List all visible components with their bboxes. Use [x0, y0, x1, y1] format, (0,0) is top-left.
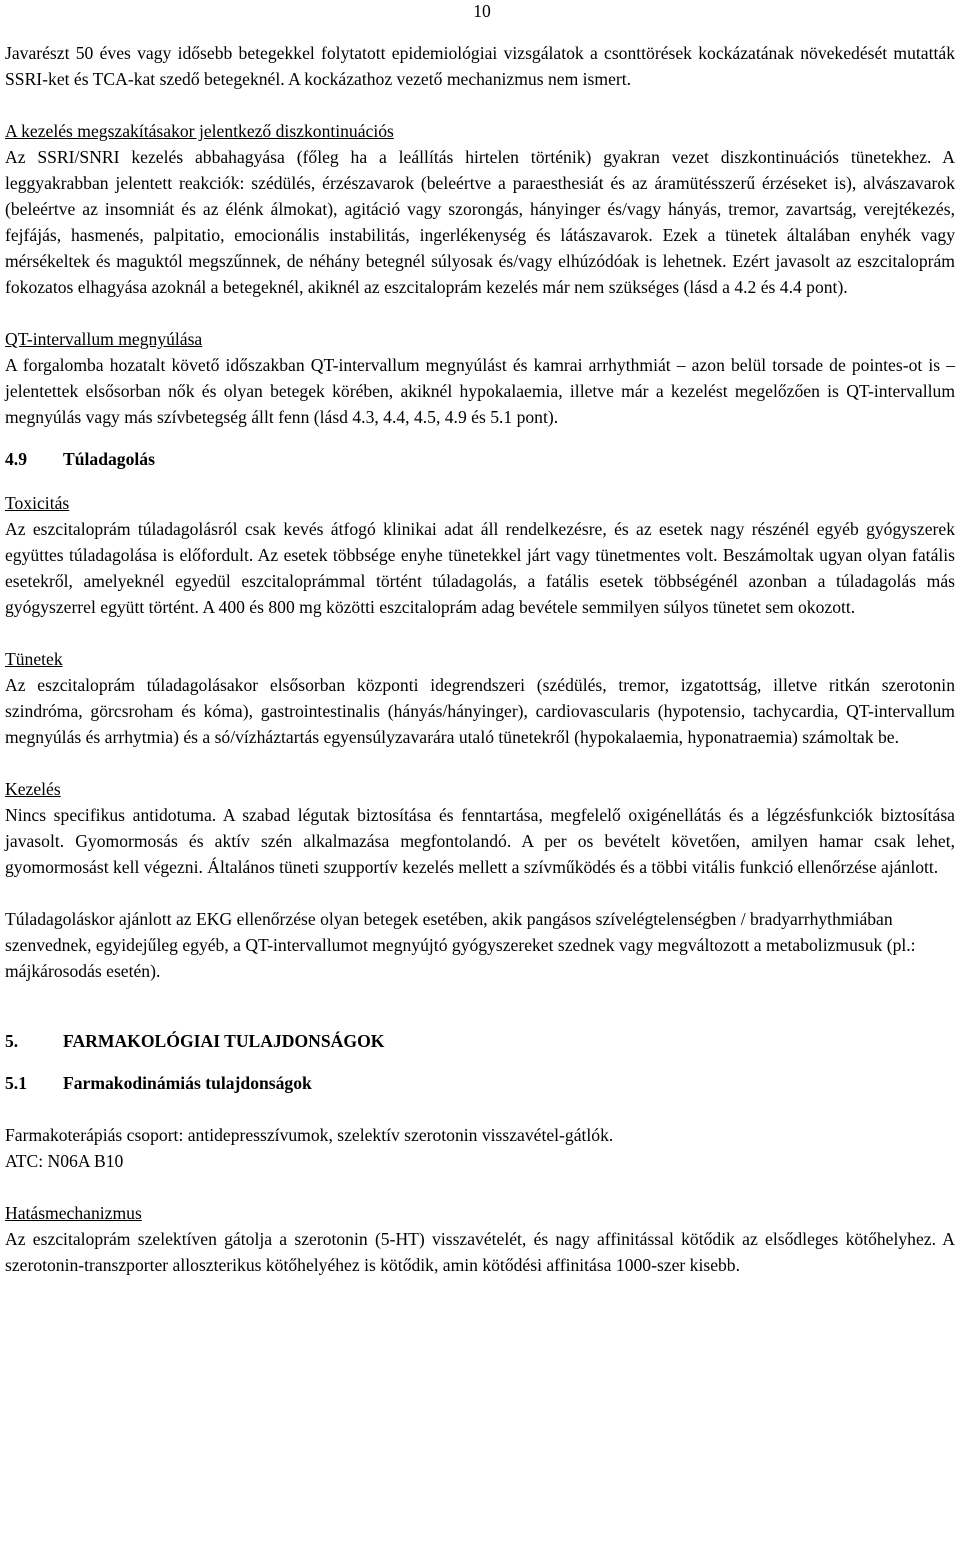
section-title: Farmakodinámiás tulajdonságok: [63, 1073, 312, 1093]
page-number: 10: [473, 1, 491, 21]
spacer: [5, 620, 955, 646]
toxicity-paragraph: Az eszcitaloprám túladagolásról csak kevés átfogó klinikai adat áll rendelkezésre, és az esetek nagy részénél egyéb gyógyszerek együttes túladagolása is előfordult. Az esetek többsége enyhe tünetekkel járt vagy tünetmentes volt. Beszámoltak ugyan olyan fatális esetekről, amelyeknél egyedül eszcitaloprámmal történt túladagolás, a fatális esetek többségénél azonban a túladagolás más gyógyszerrel együtt történt. A 400 és 800 mg közötti eszcitaloprám adag bevétele semmilyen súlyos tünetet sem okozott.: [5, 519, 955, 617]
section-number: 5.1: [5, 1073, 27, 1093]
ekg-paragraph: Túladagoláskor ajánlott az EKG ellenőrzése olyan betegek esetében, akik pangásos szívelégtelenségben / bradyarrhythmiában szenvednek, egyidejűleg egyéb, a QT-intervallumot megnyújtó gyógyszereket szednek vagy megváltozott a metabolizmusuk (pl.: májkárosodás esetén).: [5, 909, 916, 981]
spacer: [5, 750, 955, 776]
qt-heading: QT-intervallum megnyúlása: [5, 329, 203, 349]
spacer: [5, 92, 955, 118]
document-body: [5, 40, 955, 1278]
toxicity-heading: Toxicitás: [5, 493, 70, 513]
section-title: Túladagolás: [63, 449, 155, 469]
section-5-1-heading: [5, 1070, 955, 1096]
mechanism-paragraph: Az eszcitaloprám szelektíven gátolja a szerotonin (5-HT) visszavételét, és nagy affinitással kötődik az elsődleges kötőhelyhez. A szerotonin-transzporter alloszterikus kötőhelyéhez is kötődik, amin kötődési affinitása 1000-szer kisebb.: [5, 1229, 955, 1275]
spacer: [5, 880, 955, 906]
discontinuation-heading: A kezelés megszakításakor jelentkező diszkontinuációs: [5, 121, 394, 141]
discontinuation-paragraph: Az SSRI/SNRI kezelés abbahagyása (főleg ha a leállítás hirtelen történik) gyakran vezet diszkontinuációs tünetekhez. A leggyakrabban jelentett reakciók: szédülés, érzészavarok (beleértve a paraesthesiát és az áramütésszerű érzéseket is), alvászavarok (beleértve az insomniát és az élénk álmokat), agitáció vagy szorongás, hányinger és/vagy hányás, tremor, zavartság, verejtékezés, fejfájás, hasmenés, palpitatio, emocionális instabilitás, ingerlékenység és látászavarok. Ezek a tünetek általában enyhék vagy mérsékeltek és maguktól megszűnnek, de néhány betegnél súlyosak és/vagy elhúzódóak is lehetnek. Ezért javasolt az eszcitaloprám fokozatos elhagyása azoknál a betegeknél, akiknél az eszcitaloprám kezelés már nem szükséges (lásd a 4.2 és 4.4 pont).: [5, 147, 955, 297]
spacer: [5, 1096, 955, 1122]
intro-paragraph: Javarészt 50 éves vagy idősebb betegekkel folytatott epidemiológiai vizsgálatok a csonttörések kockázatának növekedését mutatták SSRI-ket és TCA-kat szedő betegeknél. A kockázathoz vezető mechanizmus nem ismert.: [5, 43, 955, 89]
spacer: [5, 984, 955, 1028]
management-paragraph: Nincs specifikus antidotuma. A szabad légutak biztosítása és fenntartása, megfelelő oxigénellátás és a légzésfunkciók biztosítása javasolt. Gyomormosás és aktív szén alkalmazása megfontolandó. A per os bevételt követően, amilyen hamar csak lehet, gyomormosást kell végezni. Általános tüneti szupportív kezelés mellett a szívműködés és a többi vitális funkció ellenőrzése ajánlott.: [5, 805, 955, 877]
management-heading: Kezelés: [5, 779, 61, 799]
pharmacotherapy-group: Farmakoterápiás csoport: antidepresszívumok, szelektív szerotonin visszavétel-gátlók.: [5, 1125, 614, 1145]
section-number: 4.9: [5, 449, 27, 469]
section-title: FARMAKOLÓGIAI TULAJDONSÁGOK: [63, 1031, 385, 1051]
spacer: [5, 1174, 955, 1200]
atc-code: ATC: N06A B10: [5, 1151, 124, 1171]
section-4-9-heading: [5, 446, 955, 472]
mechanism-heading: Hatásmechanizmus: [5, 1203, 142, 1223]
qt-paragraph: A forgalomba hozatalt követő időszakban QT-intervallum megnyúlást és kamrai arrhythmiát – azon belül torsade de pointes-ot is – jelentettek elsősorban nők és olyan betegek körében, akiknél hypokalaemia, illetve már a kezelést megelőzően is QT-intervallum megnyúlás vagy más szívbetegség állt fenn (lásd 4.3, 4.4, 4.5, 4.9 és 5.1 pont).: [5, 355, 955, 427]
spacer: [5, 300, 955, 326]
section-number: 5.: [5, 1031, 19, 1051]
symptoms-heading: Tünetek: [5, 649, 63, 669]
section-5-heading: [5, 1028, 955, 1054]
symptoms-paragraph: Az eszcitaloprám túladagolásakor elsősorban központi idegrendszeri (szédülés, tremor, izgatottság, illetve ritkán szerotonin szindróma, görcsroham és kóma), gastrointestinalis (hányás/hányinger), cardiovascularis (hypotensio, tachycardia, QT-intervallum megnyúlás és arrhytmia) és a só/vízháztartás egyensúlyzavarára utaló tünetekről (hypokalaemia, hyponatraemia) számoltak be.: [5, 675, 955, 747]
